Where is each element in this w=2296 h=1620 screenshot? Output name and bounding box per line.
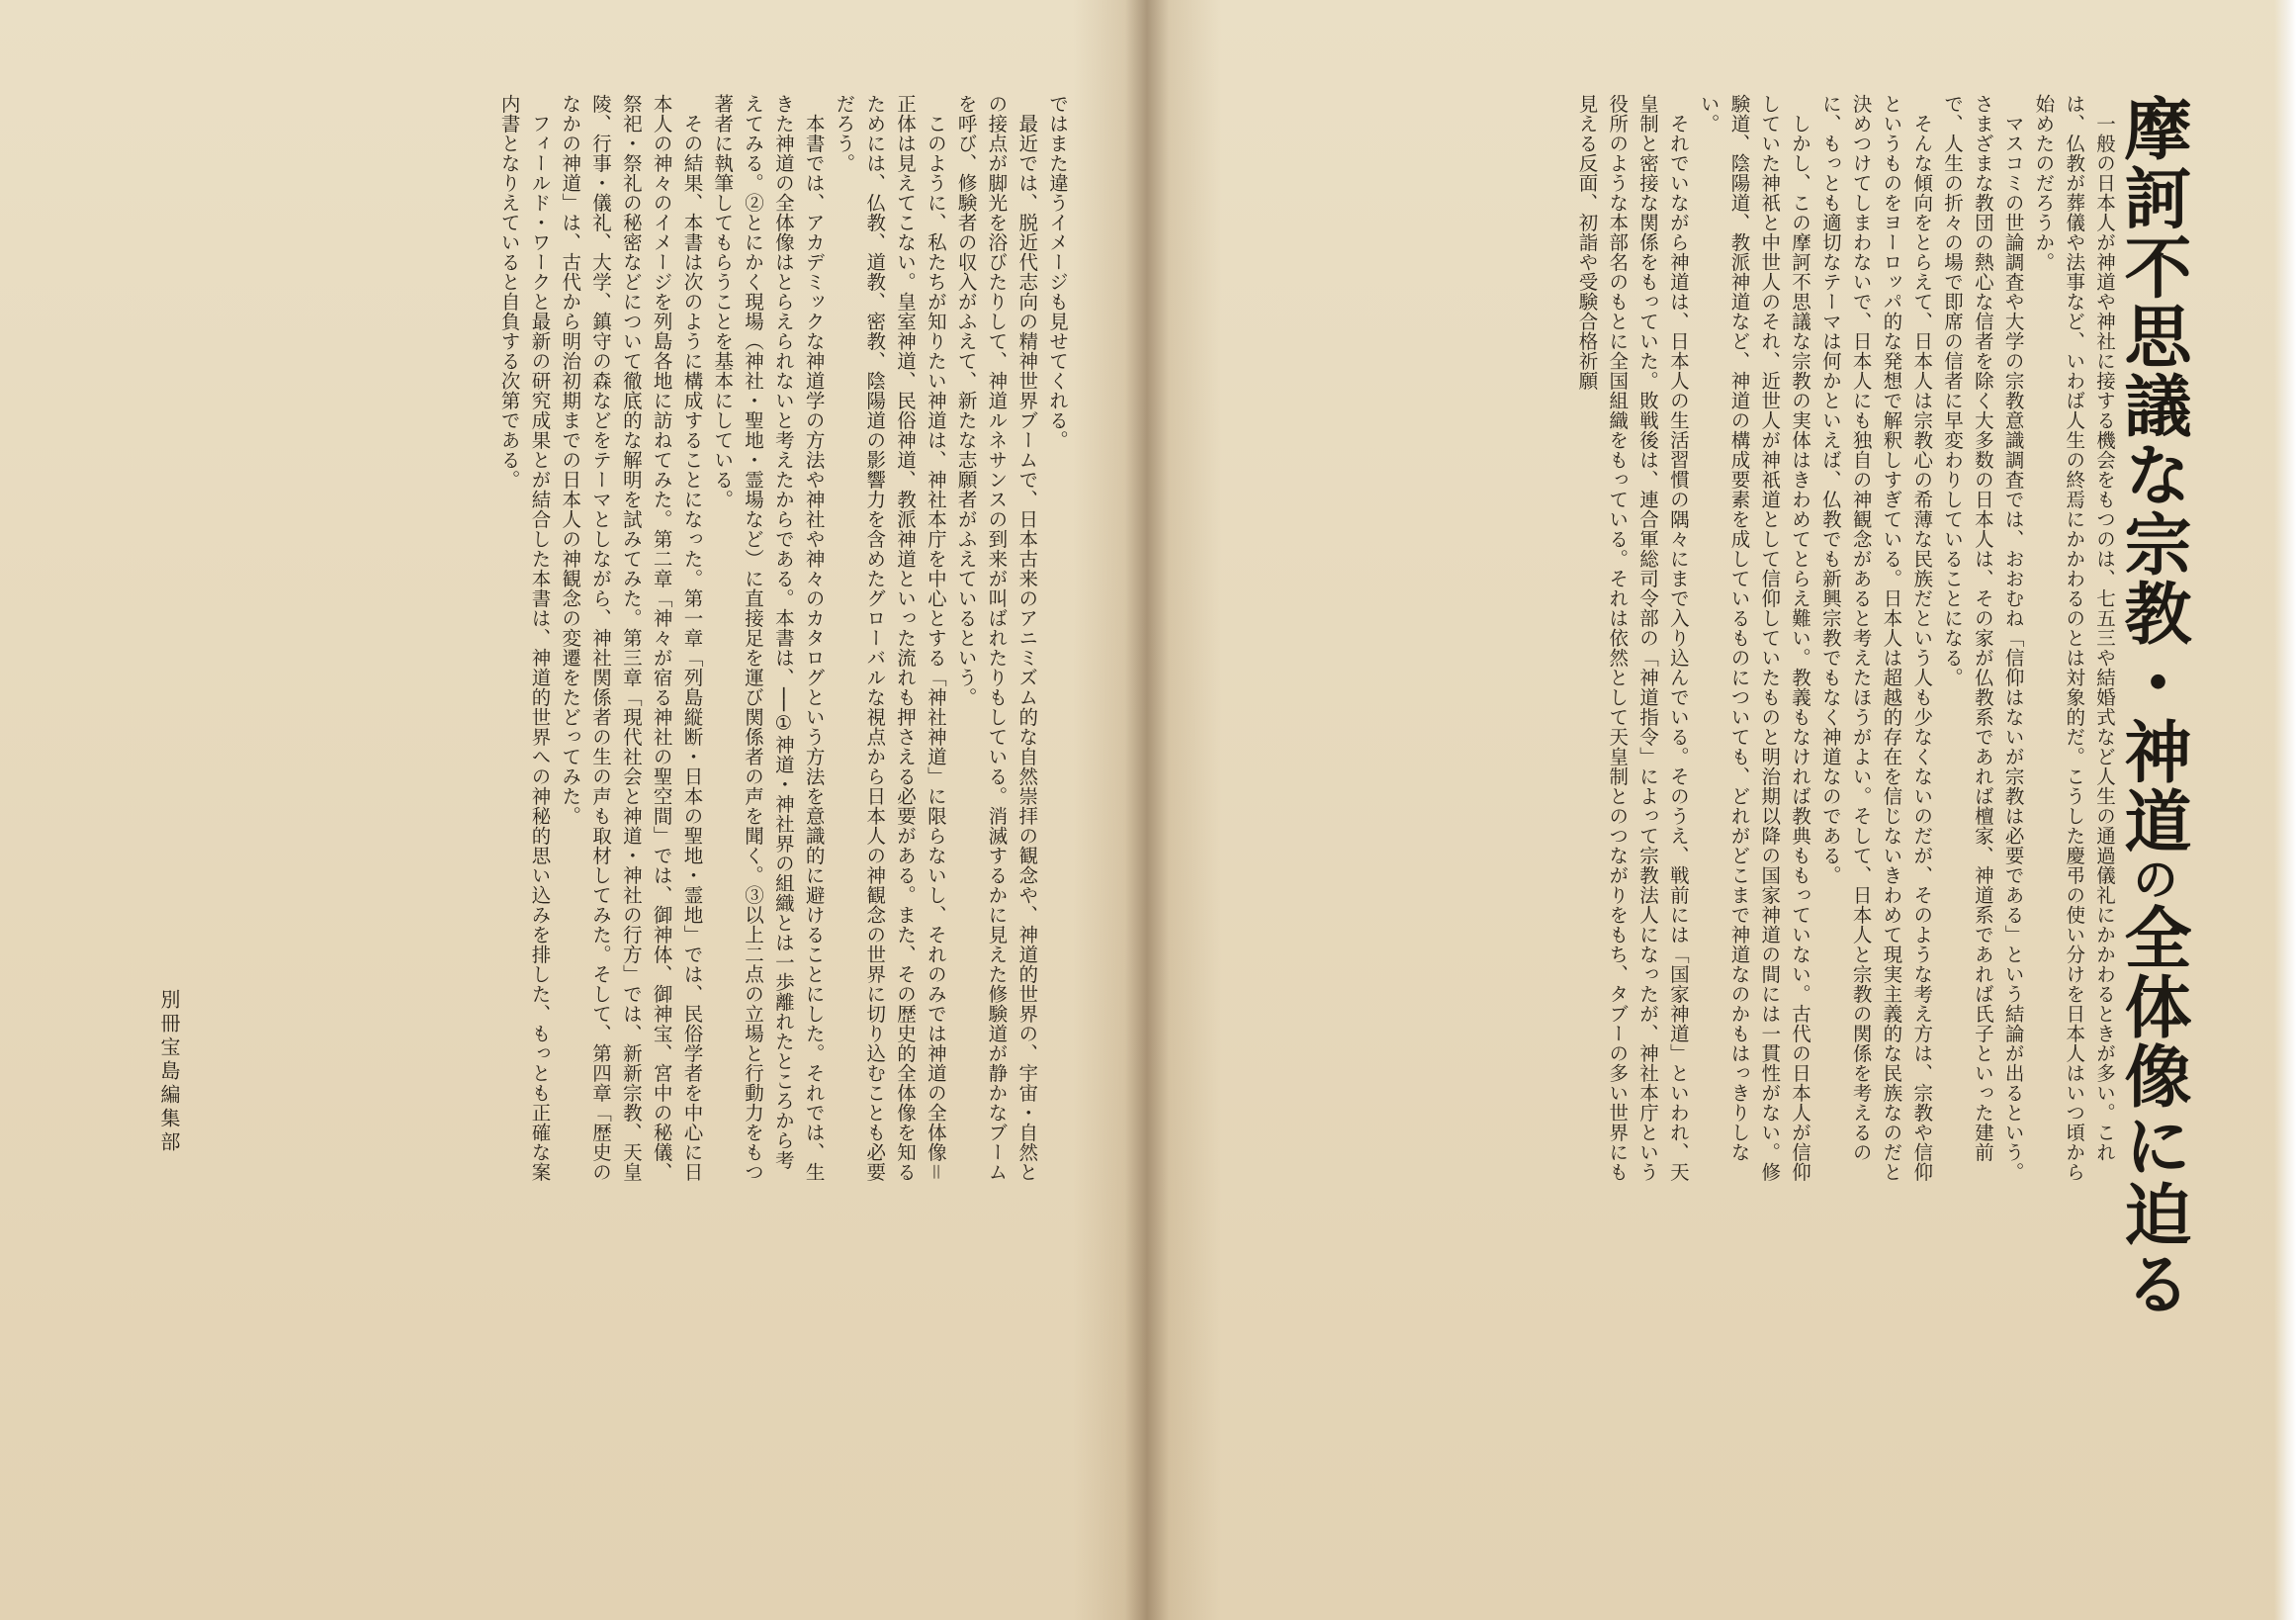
title-part-3: 全体像に迫る	[2113, 903, 2192, 1318]
paragraph: フィールド・ワークと最新の研究成果とが結合した本書は、神道的世界への神秘的思い込みを排した、もっとも正確な案内書となりえていると自負する次第である。	[497, 94, 552, 1182]
title-particle: の	[2126, 855, 2179, 903]
book-gutter	[1073, 0, 1221, 1620]
paragraph: このように、私たちが知りたい神道は、神社本庁を中心とする「神社神道」に限らないし、それのみでは神道の全体像＝正体は見えてこない。皇室神道、民俗神道、教派神道といった流れも押さえる必要がある。また、その歴史的全体像を知るためには、仏教、道教、密教、陰陽道の影響力を含めたグローバルな視点から日本人の神観念の世界に切り込むことも必要だろう。	[833, 94, 947, 1182]
right-page-body	[1244, 94, 2119, 1182]
paragraph: 一般の日本人が神道や神社に接する機会をもつのは、七五三や結婚式など人生の通過儀礼にかかわるときが多い。これは、仏教が葬儀や法事など、いわば人生の終焉にかかわるのとは対象的だ。こうした慶弔の使い分けを日本人はいつ頃から始めたのだろうか。	[2032, 94, 2116, 1182]
page-edge	[2274, 0, 2296, 1620]
paragraph: 最近では、脱近代志向の精神世界ブームで、日本古来のアニミズム的な自然崇拝の観念や、神道的世界の、宇宙・自然との接点が脚光を浴びたりして、神道ルネサンスの到来が叫ばれたりもしている。消滅するかに見えた修験道が静かなブームを呼び、修験者の収入がふえて、新たな志願者がふえているという。	[954, 94, 1039, 1182]
paragraph: それでいながら神道は、日本人の生活習慣の隅々にまで入り込んでいる。そのうえ、戦前には「国家神道」といわれ、天皇制と密接な関係をもっていた。敗戦後は、連合軍総司令部の「神道指令」によって宗教法人になったが、神社本庁という役所のような本部名のもとに全国組織をもっている。それは依然として天皇制とのつながりをもち、タブーの多い世界にも見える反面、初詣や受験合格祈願	[1575, 94, 1690, 1182]
title-part-1: 摩訶不思議な宗教・神道	[2113, 94, 2192, 855]
article-title	[2106, 94, 2197, 1380]
editor-signature: 別冊宝島編集部	[157, 989, 181, 1155]
left-page-body	[146, 94, 1072, 1182]
paragraph: 本書では、アカデミックな神道学の方法や神社や神々のカタログという方法を意識的に避けることにした。それでは、生きた神道の全体像はとらえられないと考えたからである。本書は、──①神道・神社界の組織とは一歩離れたところから考えてみる。②とにかく現場（神社・聖地・霊場など）に直接足を運び関係者の声を聞く。③以上二点の立場と行動力をもつ著者に執筆してもらうことを基本にしている。	[711, 94, 826, 1182]
paragraph: そんな傾向をとらえて、日本人は宗教心の希薄な民族だという人も少なくないのだが、そのような考え方は、宗教や信仰というものをヨーロッパ的な発想で解釈しすぎている。日本人は超越的存在を信じないきわめて現実主義的な民族なのだと決めつけてしまわないで、日本人にも独自の神観念があると考えたほうがよい。そして、日本人と宗教の関係を考えるのに、もっとも適切なテーマは何かといえば、仏教でも新興宗教でもなく神道なのである。	[1818, 94, 1934, 1182]
paragraph: マスコミの世論調査や大学の宗教意識調査では、おおむね「信仰はないが宗教は必要である」という結論が出るという。さまざまな教団の熱心な信者を除く大多数の日本人は、その家が仏教系であれば檀家、神道系であれば氏子といった建前で、人生の折々の場で即席の信者に早変わりしていることになる。	[1941, 94, 2025, 1182]
paragraph: その結果、本書は次のように構成することになった。第一章「列島縦断・日本の聖地・霊地」では、民俗学者を中心に日本人の神々のイメージを列島各地に訪ねてみた。第二章「神々が宿る神社の聖空間」では、御神体、御神宝、宮中の秘儀、祭祀・祭礼の秘密などについて徹底的な解明を試みてみた。第三章「現代社会と神道・神社の行方」では、新新宗教、天皇陵、行事・儀礼、大学、鎮守の森などをテーマとしながら、神社関係者の生の声も取材してみた。そして、第四章「歴史のなかの神道」は、古代から明治初期までの日本人の神観念の変遷をたどってみた。	[559, 94, 704, 1182]
paragraph: しかし、この摩訶不思議な宗教の実体はきわめてとらえ難い。教義もなければ教典ももっていない。古代の日本人が信仰していた神祇と中世人のそれ、近世人が神祇道として信仰していたものと明治期以降の国家神道の間には一貫性がない。修験道、陰陽道、教派神道など、神道の構成要素を成しているものについても、どれがどこまで神道なのかもはっきりしない。	[1697, 94, 1812, 1182]
paragraph: ではまた違うイメージも見せてくれる。	[1046, 94, 1069, 450]
